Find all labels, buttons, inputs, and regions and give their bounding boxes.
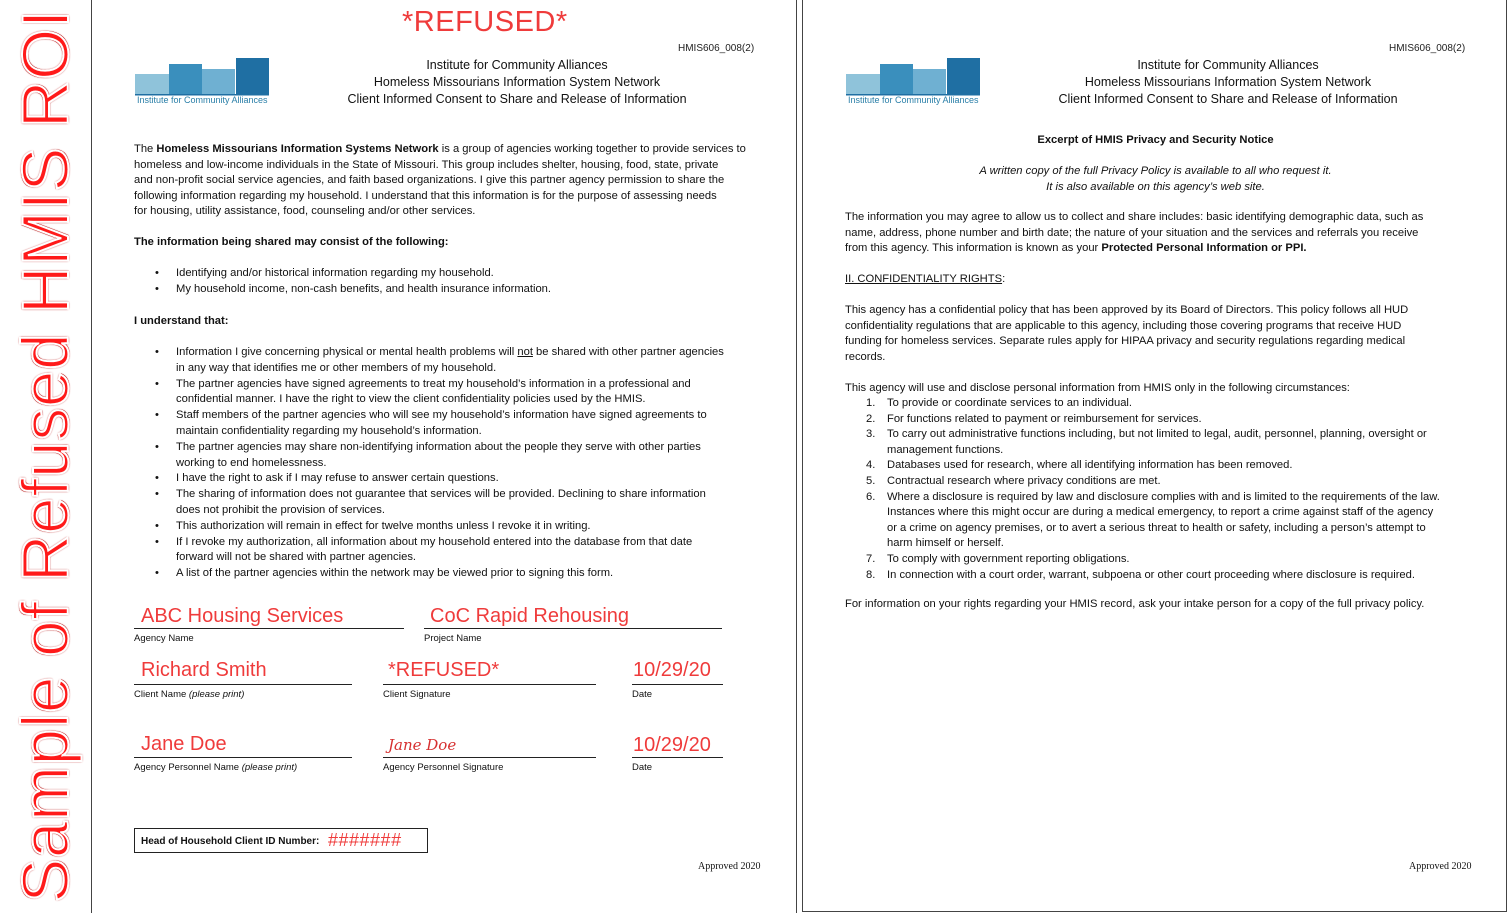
approved-note: Approved 2020 bbox=[1409, 861, 1472, 872]
header-line-1: Institute for Community Alliances bbox=[426, 58, 608, 72]
hoh-id-value[interactable]: ####### bbox=[328, 830, 402, 850]
client-signature-line bbox=[383, 684, 596, 685]
refused-stamp: *REFUSED* bbox=[402, 6, 568, 38]
list-item: • Identifying and/or historical information regarding my household. bbox=[134, 266, 774, 282]
intro-paragraph: The Homeless Missourians Information Systems Network is a group of agencies working together to provide services to homeless and low-income individuals in the State of Missouri. This group includes shelter, housing, food, state, private and non-profit social service agencies, and faith based organizations. I give this partner agency permission to share the following information regarding my household. I understand that this information is for the purpose of assessing needs for housing, utility assistance, food, counseling and/or other services. bbox=[134, 143, 746, 218]
personnel-name-label: Agency Personnel Name (please print) bbox=[134, 762, 298, 773]
excerpt-title: Excerpt of HMIS Privacy and Security Notice bbox=[1037, 134, 1274, 146]
client-signature-label: Client Signature bbox=[383, 689, 451, 700]
list-item: 1. To provide or coordinate services to an individual. bbox=[866, 397, 1133, 409]
list-item: • The partner agencies have signed agreements to treat my household’s information in a professional and confidential manner. I have the right to view the client confidentiality policies used by the HMIS. bbox=[134, 377, 784, 409]
list-item: • Information I give concerning physical or mental health problems will not be shared with other partner agencies in any way that identifies me or other members of my household. bbox=[134, 345, 784, 377]
client-signature-value[interactable]: *REFUSED* bbox=[388, 659, 500, 681]
footer-note: For information on your rights regarding your HMIS record, ask your intake person for a copy of the full privacy policy. bbox=[845, 598, 1425, 610]
header-line-3: Client Informed Consent to Share and Release of Information bbox=[1058, 92, 1398, 106]
client-name-value[interactable]: Richard Smith bbox=[141, 659, 267, 681]
confidentiality-paragraph: This agency has a confidential policy that has been approved by its Board of Directors. This policy follows all HUD confidentiality regulations that are applicable to this agency, including those covering programs that receive HUD funding for homeless services. Separate rules apply for HIPAA privacy and security regulations regarding medical records. bbox=[845, 304, 1409, 363]
list-item: 4. Databases used for research, where all identifying information has been removed. bbox=[866, 459, 1293, 472]
personnel-signature-label: Agency Personnel Signature bbox=[383, 762, 504, 773]
header-line-2: Homeless Missourians Information System Network bbox=[373, 75, 661, 89]
personnel-name-line bbox=[134, 757, 352, 758]
list-item: 6. Where a disclosure is required by law and disclosure complies with and is limited to the requirements of the law. Instances where this might occur are during a medical emergency, to report a crime against staff of the agency or a crime on agency premises, or to avert a serious threat to health or safety, including a person’s attempt to harm himself or herself. bbox=[866, 490, 1440, 550]
document-code: HMIS606_008(2) bbox=[678, 43, 755, 54]
list-item: • I have the right to ask if I may refuse to answer certain questions. bbox=[134, 471, 784, 487]
side-banner bbox=[0, 0, 90, 913]
date-line bbox=[632, 684, 723, 685]
document-code: HMIS606_008(2) bbox=[1389, 43, 1466, 54]
hoh-id-box bbox=[134, 828, 428, 853]
info-paragraph: The information you may agree to allow us to collect and share includes: basic identifying demographic data, such as name, address, phone number and birth date; the nature of your situation and the services and referrals you receive from this agency. This information is known as your Protected Personal Information or PPI. bbox=[845, 211, 1424, 255]
logo-caption: Institute for Community Alliances bbox=[848, 95, 979, 105]
use-list bbox=[845, 396, 1485, 583]
banner-title: Sample of Refused HMIS ROI bbox=[8, 9, 82, 903]
date-value[interactable]: 10/29/20 bbox=[633, 659, 711, 681]
project-name-value[interactable]: CoC Rapid Rehousing bbox=[430, 605, 630, 627]
header-line-1: Institute for Community Alliances bbox=[1137, 58, 1319, 72]
shared-list bbox=[134, 266, 774, 297]
list-item: 5. Contractual research where privacy conditions are met. bbox=[866, 474, 1161, 487]
list-item: • This authorization will remain in effect for twelve months unless I revoke it in writing. bbox=[134, 519, 784, 535]
personnel-signature-line bbox=[383, 757, 596, 758]
list-item: • The partner agencies may share non-identifying information about the people they serve with other parties working to end homelessness. bbox=[134, 440, 784, 472]
shared-heading: The information being shared may consist of the following: bbox=[134, 236, 449, 248]
list-item: • If I revoke my authorization, all information about my household entered into the database from that date forward will not be shared with partner agencies. bbox=[134, 535, 784, 567]
personnel-signature-value[interactable]: Jane Doe bbox=[388, 736, 457, 754]
ica-logo bbox=[846, 58, 986, 108]
date-label: Date bbox=[632, 762, 653, 773]
list-item: • A list of the partner agencies within the network may be viewed prior to signing this form. bbox=[134, 566, 784, 582]
consent-form-page bbox=[91, 0, 797, 913]
confidentiality-heading: II. CONFIDENTIALITY RIGHTS: bbox=[845, 273, 1006, 285]
agency-name-label: Agency Name bbox=[134, 633, 194, 644]
list-item: 2. For functions related to payment or reimbursement for services. bbox=[866, 412, 1202, 425]
header-line-2: Homeless Missourians Information System Network bbox=[1084, 75, 1372, 89]
privacy-availability-note: A written copy of the full Privacy Policy is available to all who request it. It is also available on this agency’s web site. bbox=[979, 165, 1332, 193]
header-line-3: Client Informed Consent to Share and Release of Information bbox=[347, 92, 687, 106]
list-item: 8. In connection with a court order, warrant, subpoena or other court proceeding where disclosure is required. bbox=[866, 568, 1415, 581]
list-item: • Staff members of the partner agencies who will see my household’s information have signed agreements to maintain confidentiality regarding my household’s information. bbox=[134, 408, 784, 440]
list-item: 7. To comply with government reporting obligations. bbox=[866, 552, 1130, 565]
understand-heading: I understand that: bbox=[134, 315, 229, 327]
client-name-label: Client Name (please print) bbox=[134, 689, 245, 700]
date-line bbox=[632, 757, 723, 758]
list-item: • My household income, non-cash benefits, and health insurance information. bbox=[134, 282, 774, 298]
agency-name-line bbox=[134, 628, 404, 629]
date-label: Date bbox=[632, 689, 653, 700]
logo-caption: Institute for Community Alliances bbox=[137, 95, 268, 105]
ica-logo bbox=[135, 58, 275, 108]
use-intro: This agency will use and disclose personal information from HMIS only in the following circumstances: bbox=[845, 382, 1350, 394]
hoh-id-label: Head of Household Client ID Number: bbox=[141, 836, 320, 847]
personnel-name-value[interactable]: Jane Doe bbox=[141, 733, 227, 755]
privacy-notice-page bbox=[802, 0, 1507, 912]
agency-name-value[interactable]: ABC Housing Services bbox=[141, 605, 344, 627]
network-name: Homeless Missourians Information Systems Network bbox=[156, 143, 439, 155]
form-header bbox=[282, 57, 752, 108]
project-name-label: Project Name bbox=[424, 633, 482, 644]
date-value[interactable]: 10/29/20 bbox=[633, 734, 711, 756]
list-item: 3. To carry out administrative functions including, but not limited to legal, audit, personnel, planning, oversight or management functions. bbox=[866, 428, 1427, 456]
approved-note: Approved 2020 bbox=[698, 861, 761, 872]
form-header bbox=[993, 57, 1463, 108]
project-name-line bbox=[424, 628, 722, 629]
list-item: • The sharing of information does not guarantee that services will be provided. Declining to share information does not prohibit the provision of services. bbox=[134, 487, 784, 519]
client-name-line bbox=[134, 684, 352, 685]
understand-list bbox=[134, 345, 784, 582]
